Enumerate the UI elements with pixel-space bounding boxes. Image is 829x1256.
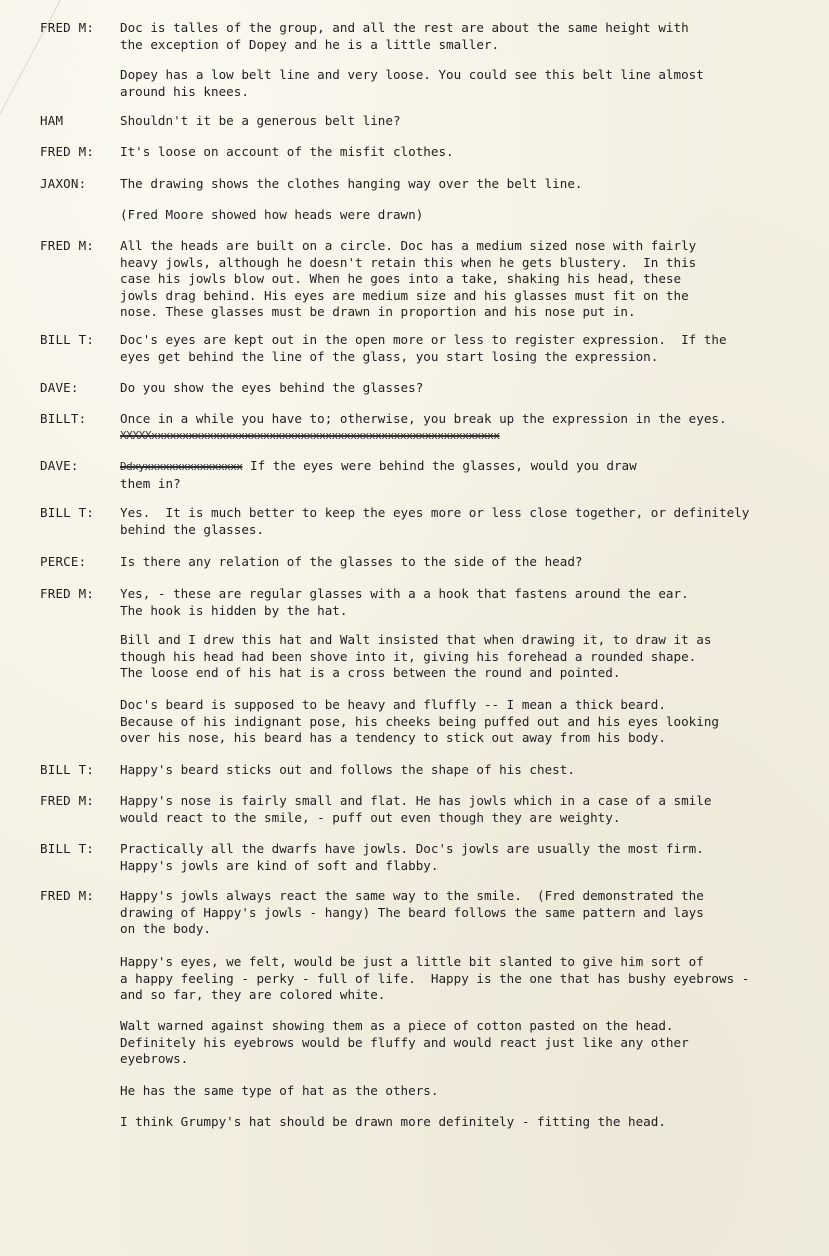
entry-text: It's loose on account of the misfit clothes. [120, 144, 454, 159]
entry-text: He has the same type of hat as the others. [120, 1083, 439, 1098]
entry-text: Shouldn't it be a generous belt line? [120, 113, 401, 128]
entry-text [120, 458, 800, 492]
entry-text: Happy's beard sticks out and follows the shape of his chest. [120, 762, 575, 777]
speaker-label: FRED M: [40, 20, 95, 35]
entry-text: Doc's eyes are kept out in the open more or less to register expression. If the eyes get behind the line of the glass, you start losing the expression. [120, 332, 727, 364]
speaker-label: FRED M: [40, 144, 95, 159]
entry-text: Yes, - these are regular glasses with a a hook that fastens around the ear. The hook is hidden by the hat. [120, 586, 689, 618]
entry-text: Happy's eyes, we felt, would be just a little bit slanted to give him sort of a happy feeling - perky - full of life. Happy is the one that has bushy eyebrows - and so far, they are colored white. [120, 954, 750, 1002]
speaker-label: PERCE: [40, 554, 87, 569]
entry-text: Once in a while you have to; otherwise, you break up the expression in the eyes. [120, 411, 727, 426]
entry-text: Happy's nose is fairly small and flat. He has jowls which in a case of a smile would react to the smile, - puff out even though they are weighty. [120, 793, 712, 825]
speaker-label: DAVE: [40, 380, 79, 395]
speaker-label: BILLT: [40, 411, 87, 426]
paper-crease [0, 0, 61, 120]
entry-text: Practically all the dwarfs have jowls. Doc's jowls are usually the most firm. Happy's jowls are kind of soft and flabby. [120, 841, 704, 873]
entry-text: Dopey has a low belt line and very loose. You could see this belt line almost around his knees. [120, 67, 704, 99]
entry-text-rest: If the eyes were behind the glasses, would you draw them in? [120, 458, 637, 491]
speaker-label: BILL T: [40, 841, 95, 856]
struck-out-prefix: Ddxyxxxxxxxxxxxxxxxx [120, 460, 243, 473]
entry-text: Doc's beard is supposed to be heavy and fluffly -- I mean a thick beard. Because of his indignant pose, his cheeks being puffed out and his eyes looking over his nose, his beard has a tendency to stick out away from his body. [120, 697, 719, 745]
speaker-label: FRED M: [40, 793, 95, 808]
entry-text: (Fred Moore showed how heads were drawn) [120, 207, 424, 222]
entry-text: Is there any relation of the glasses to the side of the head? [120, 554, 583, 569]
speaker-label: FRED M: [40, 238, 95, 253]
speaker-label: BILL T: [40, 332, 95, 347]
entry-text: All the heads are built on a circle. Doc has a medium sized nose with fairly heavy jowls, although he doesn't retain this when he gets blustery. In this case his jowls blow out. When he goes into a take, shaking his head, these jowls drag behind. His eyes are medium size and his glasses must fit on the nose. These glasses must be drawn in proportion and his nose put in. [120, 238, 697, 319]
speaker-label: BILL T: [40, 762, 95, 777]
entry-text: Doc is talles of the group, and all the rest are about the same height with the exception of Dopey and he is a little smaller. [120, 20, 689, 52]
entry-text: Do you show the eyes behind the glasses? [120, 380, 424, 395]
entry-text: The drawing shows the clothes hanging way over the belt line. [120, 176, 583, 191]
entry-text: Happy's jowls always react the same way to the smile. (Fred demonstrated the drawing of Happy's jowls - hangy) The beard follows the same pattern and lays on the body. [120, 888, 704, 936]
entry-text: Walt warned against showing them as a piece of cotton pasted on the head. Definitely his eyebrows would be fluffy and would react just like any other eyebrows. [120, 1018, 689, 1066]
speaker-label: DAVE: [40, 458, 79, 473]
struck-out-line: XXXXXxxxxxxxxxxxxxxxxxxxxxxxxxxxxxxxxxxxxxxxxxxxxxxxxxxxxxxxx [120, 429, 500, 442]
speaker-label: HAM [40, 113, 64, 128]
entry-text: Bill and I drew this hat and Walt insisted that when drawing it, to draw it as though his head had been shove into it, giving his forehead a rounded shape. The loose end of his hat is a cross between the round and pointed. [120, 632, 712, 680]
speaker-label: BILL T: [40, 505, 95, 520]
speaker-label: FRED M: [40, 888, 95, 903]
entry-text: Yes. It is much better to keep the eyes more or less close together, or definitely behind the glasses. [120, 505, 750, 537]
speaker-label: FRED M: [40, 586, 95, 601]
entry-text: I think Grumpy's hat should be drawn more definitely - fitting the head. [120, 1114, 666, 1129]
speaker-label: JAXON: [40, 176, 87, 191]
